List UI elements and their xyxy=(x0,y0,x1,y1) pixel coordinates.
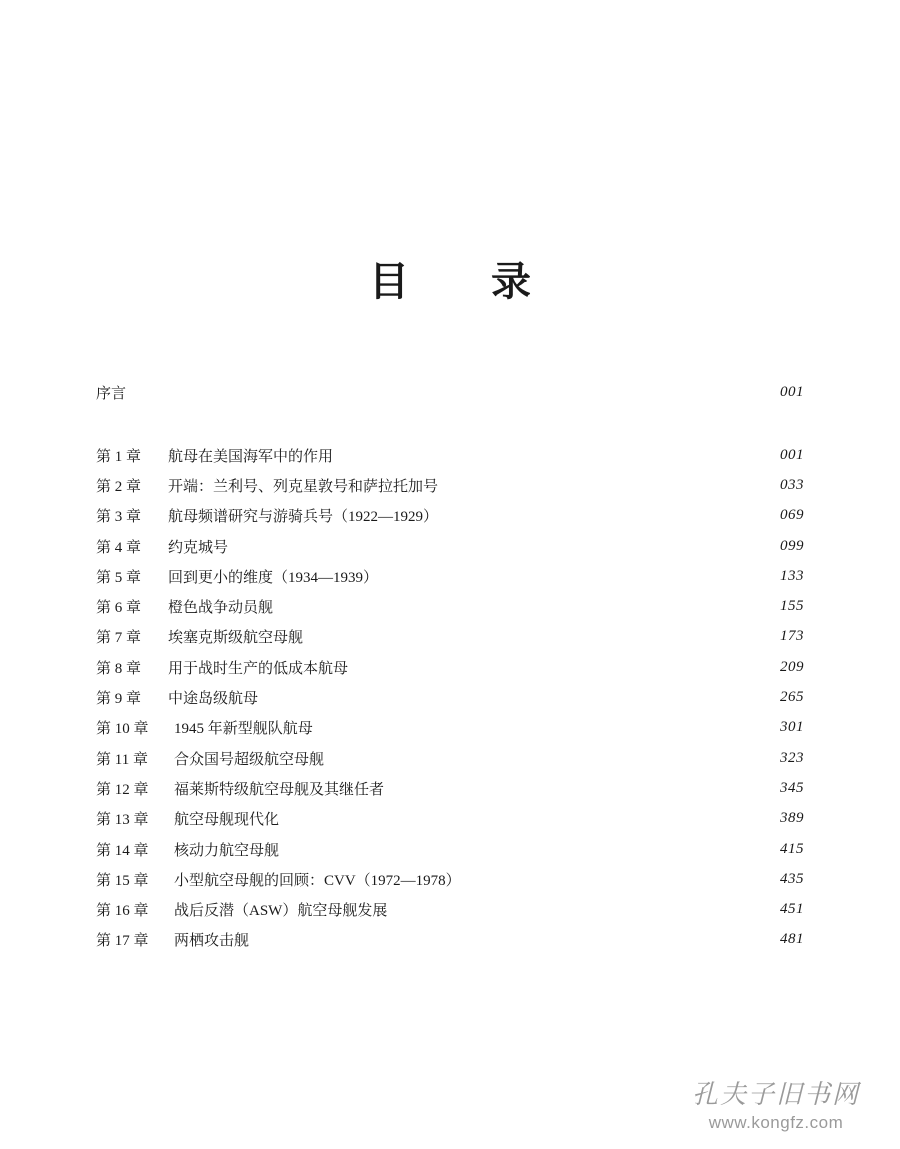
chapter-title: 中途岛级航母 xyxy=(168,691,259,708)
chapter-page-number: 345 xyxy=(780,779,804,796)
chapter-title: 回到更小的维度（1934—1939） xyxy=(168,569,379,586)
chapter-title: 埃塞克斯级航空母舰 xyxy=(168,630,304,647)
chapter-title: 航母在美国海军中的作用 xyxy=(168,448,334,465)
chapter-title: 1945 年新型舰队航母 xyxy=(174,721,313,738)
chapter-label: 第 16 章 xyxy=(96,903,149,920)
chapter-page-number: 481 xyxy=(780,931,804,948)
chapter-title: 战后反潜（ASW）航空母舰发展 xyxy=(174,903,388,920)
page-title: 目 录 xyxy=(369,259,565,305)
toc-row-chapter-11[interactable] xyxy=(96,743,804,773)
watermark xyxy=(676,1078,876,1134)
chapter-label: 第 2 章 xyxy=(96,478,142,495)
watermark-url: www.kongfz.com xyxy=(708,1113,844,1132)
chapter-title: 航空母舰现代化 xyxy=(174,812,280,829)
chapter-page-number: 001 xyxy=(780,446,804,463)
toc-preface-row[interactable] xyxy=(96,380,804,404)
chapter-title: 航母频谱研究与游骑兵号（1922—1929） xyxy=(168,509,439,526)
toc-row-chapter-2[interactable] xyxy=(96,470,804,500)
chapter-page-number: 133 xyxy=(780,567,804,584)
chapter-page-number: 173 xyxy=(780,628,804,645)
chapter-label: 第 13 章 xyxy=(96,812,149,829)
chapter-label: 第 12 章 xyxy=(96,781,149,798)
chapter-label: 第 7 章 xyxy=(96,630,142,647)
toc-row-chapter-6[interactable] xyxy=(96,591,804,621)
chapter-page-number: 301 xyxy=(780,719,804,736)
toc-row-chapter-17[interactable] xyxy=(96,925,804,955)
toc-row-chapter-7[interactable] xyxy=(96,622,804,652)
toc-row-chapter-14[interactable] xyxy=(96,834,804,864)
chapter-title: 用于战时生产的低成本航母 xyxy=(168,660,349,677)
chapter-page-number: 265 xyxy=(780,689,804,706)
chapter-page-number: 069 xyxy=(780,507,804,524)
table-of-contents xyxy=(96,440,804,955)
toc-row-chapter-3[interactable] xyxy=(96,501,804,531)
chapter-page-number: 209 xyxy=(780,658,804,675)
chapter-title: 约克城号 xyxy=(168,539,229,556)
toc-row-chapter-5[interactable] xyxy=(96,561,804,591)
toc-row-chapter-9[interactable] xyxy=(96,682,804,712)
chapter-label: 第 4 章 xyxy=(96,539,142,556)
chapter-title: 合众国号超级航空母舰 xyxy=(174,751,325,768)
chapter-label: 第 11 章 xyxy=(96,751,148,768)
toc-row-chapter-4[interactable] xyxy=(96,531,804,561)
chapter-page-number: 033 xyxy=(780,476,804,493)
chapter-title: 小型航空母舰的回顾：CVV（1972—1978） xyxy=(174,872,461,889)
chapter-page-number: 435 xyxy=(780,870,804,887)
chapter-label: 第 3 章 xyxy=(96,509,142,526)
chapter-label: 第 9 章 xyxy=(96,691,142,708)
chapter-label: 第 8 章 xyxy=(96,660,142,677)
chapter-title: 福莱斯特级航空母舰及其继任者 xyxy=(174,781,385,798)
chapter-page-number: 415 xyxy=(780,840,804,857)
chapter-label: 第 17 章 xyxy=(96,933,149,950)
toc-row-chapter-15[interactable] xyxy=(96,864,804,894)
chapter-title: 两栖攻击舰 xyxy=(174,933,250,950)
chapter-page-number: 389 xyxy=(780,810,804,827)
toc-row-chapter-1[interactable] xyxy=(96,440,804,470)
watermark-name: 孔夫子旧书网 xyxy=(691,1080,860,1110)
preface-label: 序言 xyxy=(96,383,127,402)
chapter-label: 第 15 章 xyxy=(96,872,149,889)
toc-row-chapter-13[interactable] xyxy=(96,804,804,834)
toc-row-chapter-12[interactable] xyxy=(96,773,804,803)
chapter-label: 第 6 章 xyxy=(96,600,142,617)
chapter-title: 核动力航空母舰 xyxy=(174,842,280,859)
toc-row-chapter-8[interactable] xyxy=(96,652,804,682)
chapter-page-number: 155 xyxy=(780,598,804,615)
chapter-label: 第 14 章 xyxy=(96,842,149,859)
chapter-label: 第 10 章 xyxy=(96,721,149,738)
chapter-page-number: 323 xyxy=(780,749,804,766)
chapter-page-number: 099 xyxy=(780,537,804,554)
chapter-title: 橙色战争动员舰 xyxy=(168,600,274,617)
chapter-label: 第 5 章 xyxy=(96,569,142,586)
chapter-page-number: 451 xyxy=(780,901,804,918)
toc-row-chapter-16[interactable] xyxy=(96,894,804,924)
toc-row-chapter-10[interactable] xyxy=(96,713,804,743)
chapter-title: 开端：兰利号、列克星敦号和萨拉托加号 xyxy=(168,478,439,495)
preface-page-number: 001 xyxy=(780,383,804,400)
chapter-label: 第 1 章 xyxy=(96,448,142,465)
